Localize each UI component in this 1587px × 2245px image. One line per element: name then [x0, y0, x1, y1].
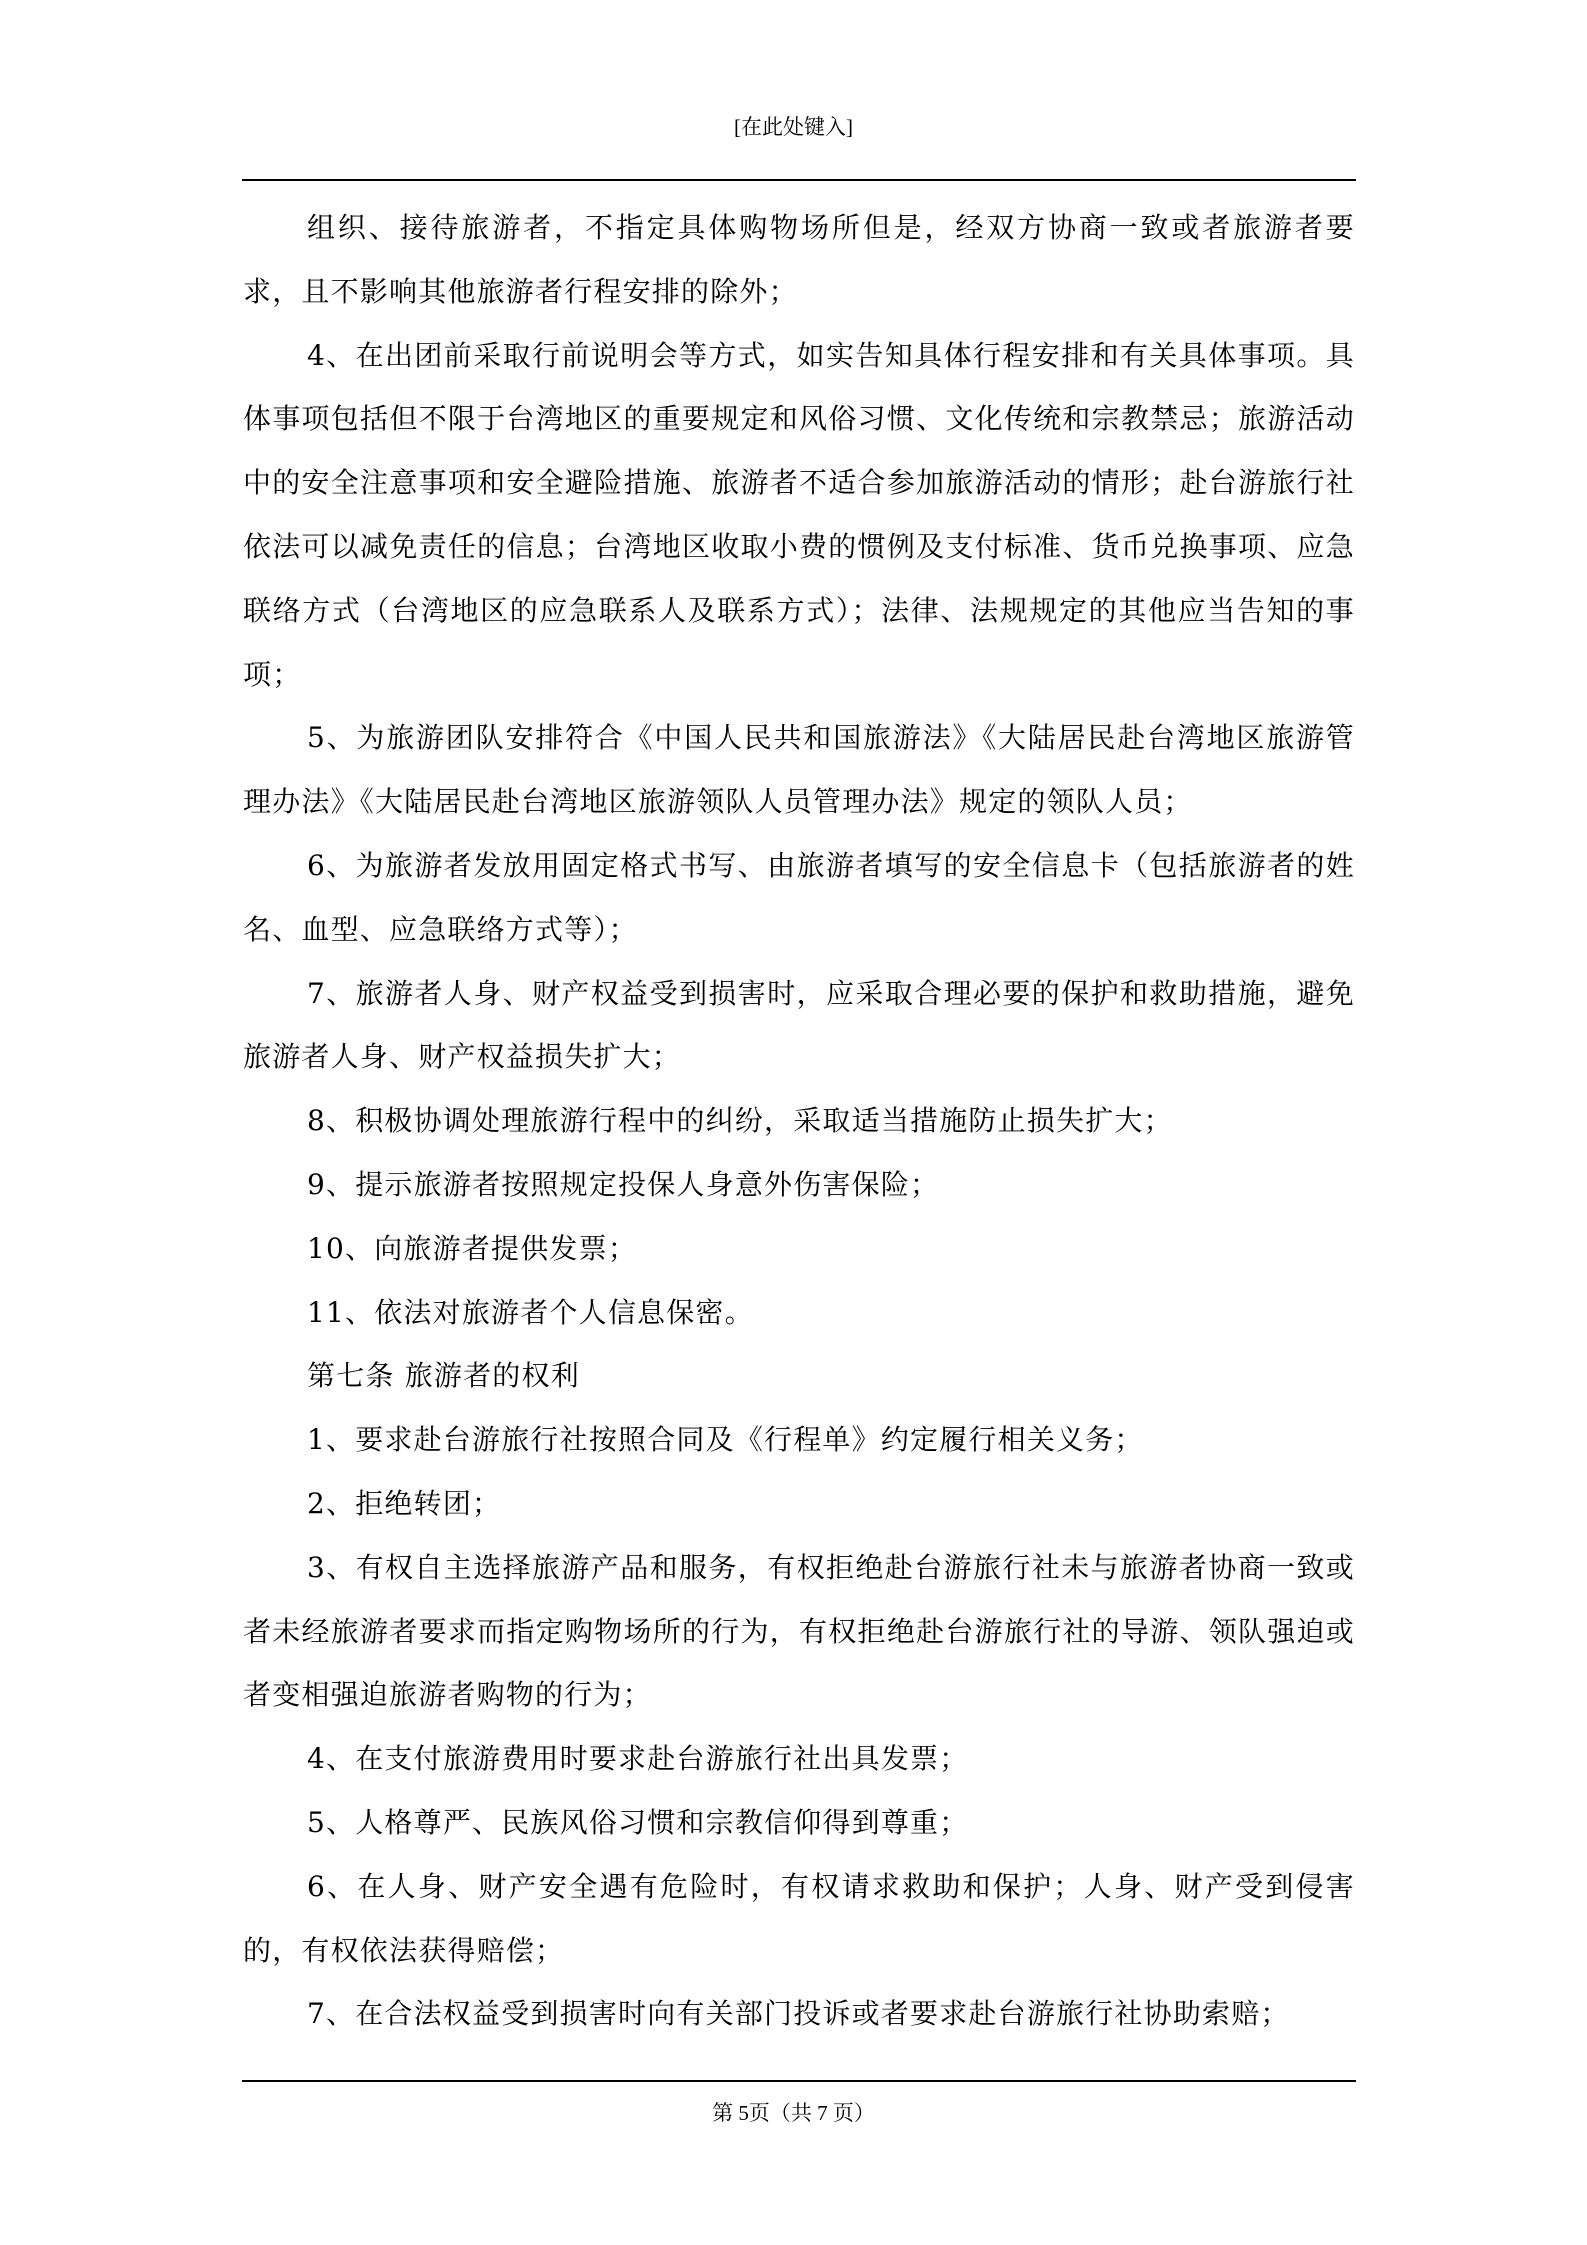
paragraph: 3、有权自主选择旅游产品和服务，有权拒绝赴台游旅行社未与旅游者协商一致或者未经旅游者要求而指定购物场所的行为，有权拒绝赴台游旅行社的导游、领队强迫或者变相强迫旅游者购物的行为； — [243, 1550, 1355, 1712]
paragraph: 7、旅游者人身、财产权益受到损害时，应采取合理必要的保护和救助措施，避免旅游者人身、财产权益损失扩大； — [243, 976, 1355, 1074]
page-number: 第 5页（共 7 页） — [712, 2101, 875, 2125]
document-body — [243, 196, 1355, 2046]
header-rule — [242, 179, 1356, 181]
paragraph: 9、提示旅游者按照规定投保人身意外伤害保险； — [307, 1167, 940, 1201]
paragraph: 组织、接待旅游者，不指定具体购物场所但是，经双方协商一致或者旅游者要求，且不影响其他旅游者行程安排的除外； — [243, 211, 1355, 308]
paragraph: 7、在合法权益受到损害时向有关部门投诉或者要求赴台游旅行社协助索赔； — [307, 1997, 1290, 2031]
paragraph: 1、要求赴台游旅行社按照合同及《行程单》约定履行相关义务； — [307, 1423, 1144, 1457]
paragraph: 2、拒绝转团； — [307, 1486, 502, 1520]
footer-rule — [242, 2080, 1356, 2082]
paragraph: 4、在出团前采取行前说明会等方式，如实告知具体行程安排和有关具体事项。具体事项包括但不限于台湾地区的重要规定和风俗习惯、文化传统和宗教禁忌；旅游活动中的安全注意事项和安全避险措施、旅游者不适合参加旅游活动的情形；赴台游旅行社依法可以减免责任的信息；台湾地区收取小费的惯例及支付标准、货币兑换事项、应急联络方式（台湾地区的应急联系人及联系方式）；法律、法规规定的其他应当告知的事项； — [243, 338, 1355, 691]
paragraph: 10、向旅游者提供发票； — [307, 1231, 638, 1265]
paragraph: 6、为旅游者发放用固定格式书写、由旅游者填写的安全信息卡（包括旅游者的姓名、血型、应急联络方式等）； — [243, 848, 1355, 946]
paragraph: 11、依法对旅游者个人信息保密。 — [307, 1295, 754, 1329]
paragraph: 4、在支付旅游费用时要求赴台游旅行社出具发票； — [307, 1742, 969, 1776]
paragraph: 5、人格尊严、民族风俗习惯和宗教信仰得到尊重； — [307, 1805, 969, 1839]
section-heading: 第七条 旅游者的权利 — [307, 1359, 580, 1393]
page-header: [在此处键入] — [734, 115, 853, 139]
paragraph: 5、为旅游团队安排符合《中国人民共和国旅游法》《大陆居民赴台湾地区旅游管理办法》《大陆居民赴台湾地区旅游领队人员管理办法》规定的领队人员； — [243, 721, 1355, 819]
paragraph: 8、积极协调处理旅游行程中的纠纷，采取适当措施防止损失扩大； — [307, 1104, 1173, 1138]
paragraph: 6、在人身、财产安全遇有危险时，有权请求救助和保护；人身、财产受到侵害的，有权依法获得赔偿； — [243, 1869, 1355, 1967]
